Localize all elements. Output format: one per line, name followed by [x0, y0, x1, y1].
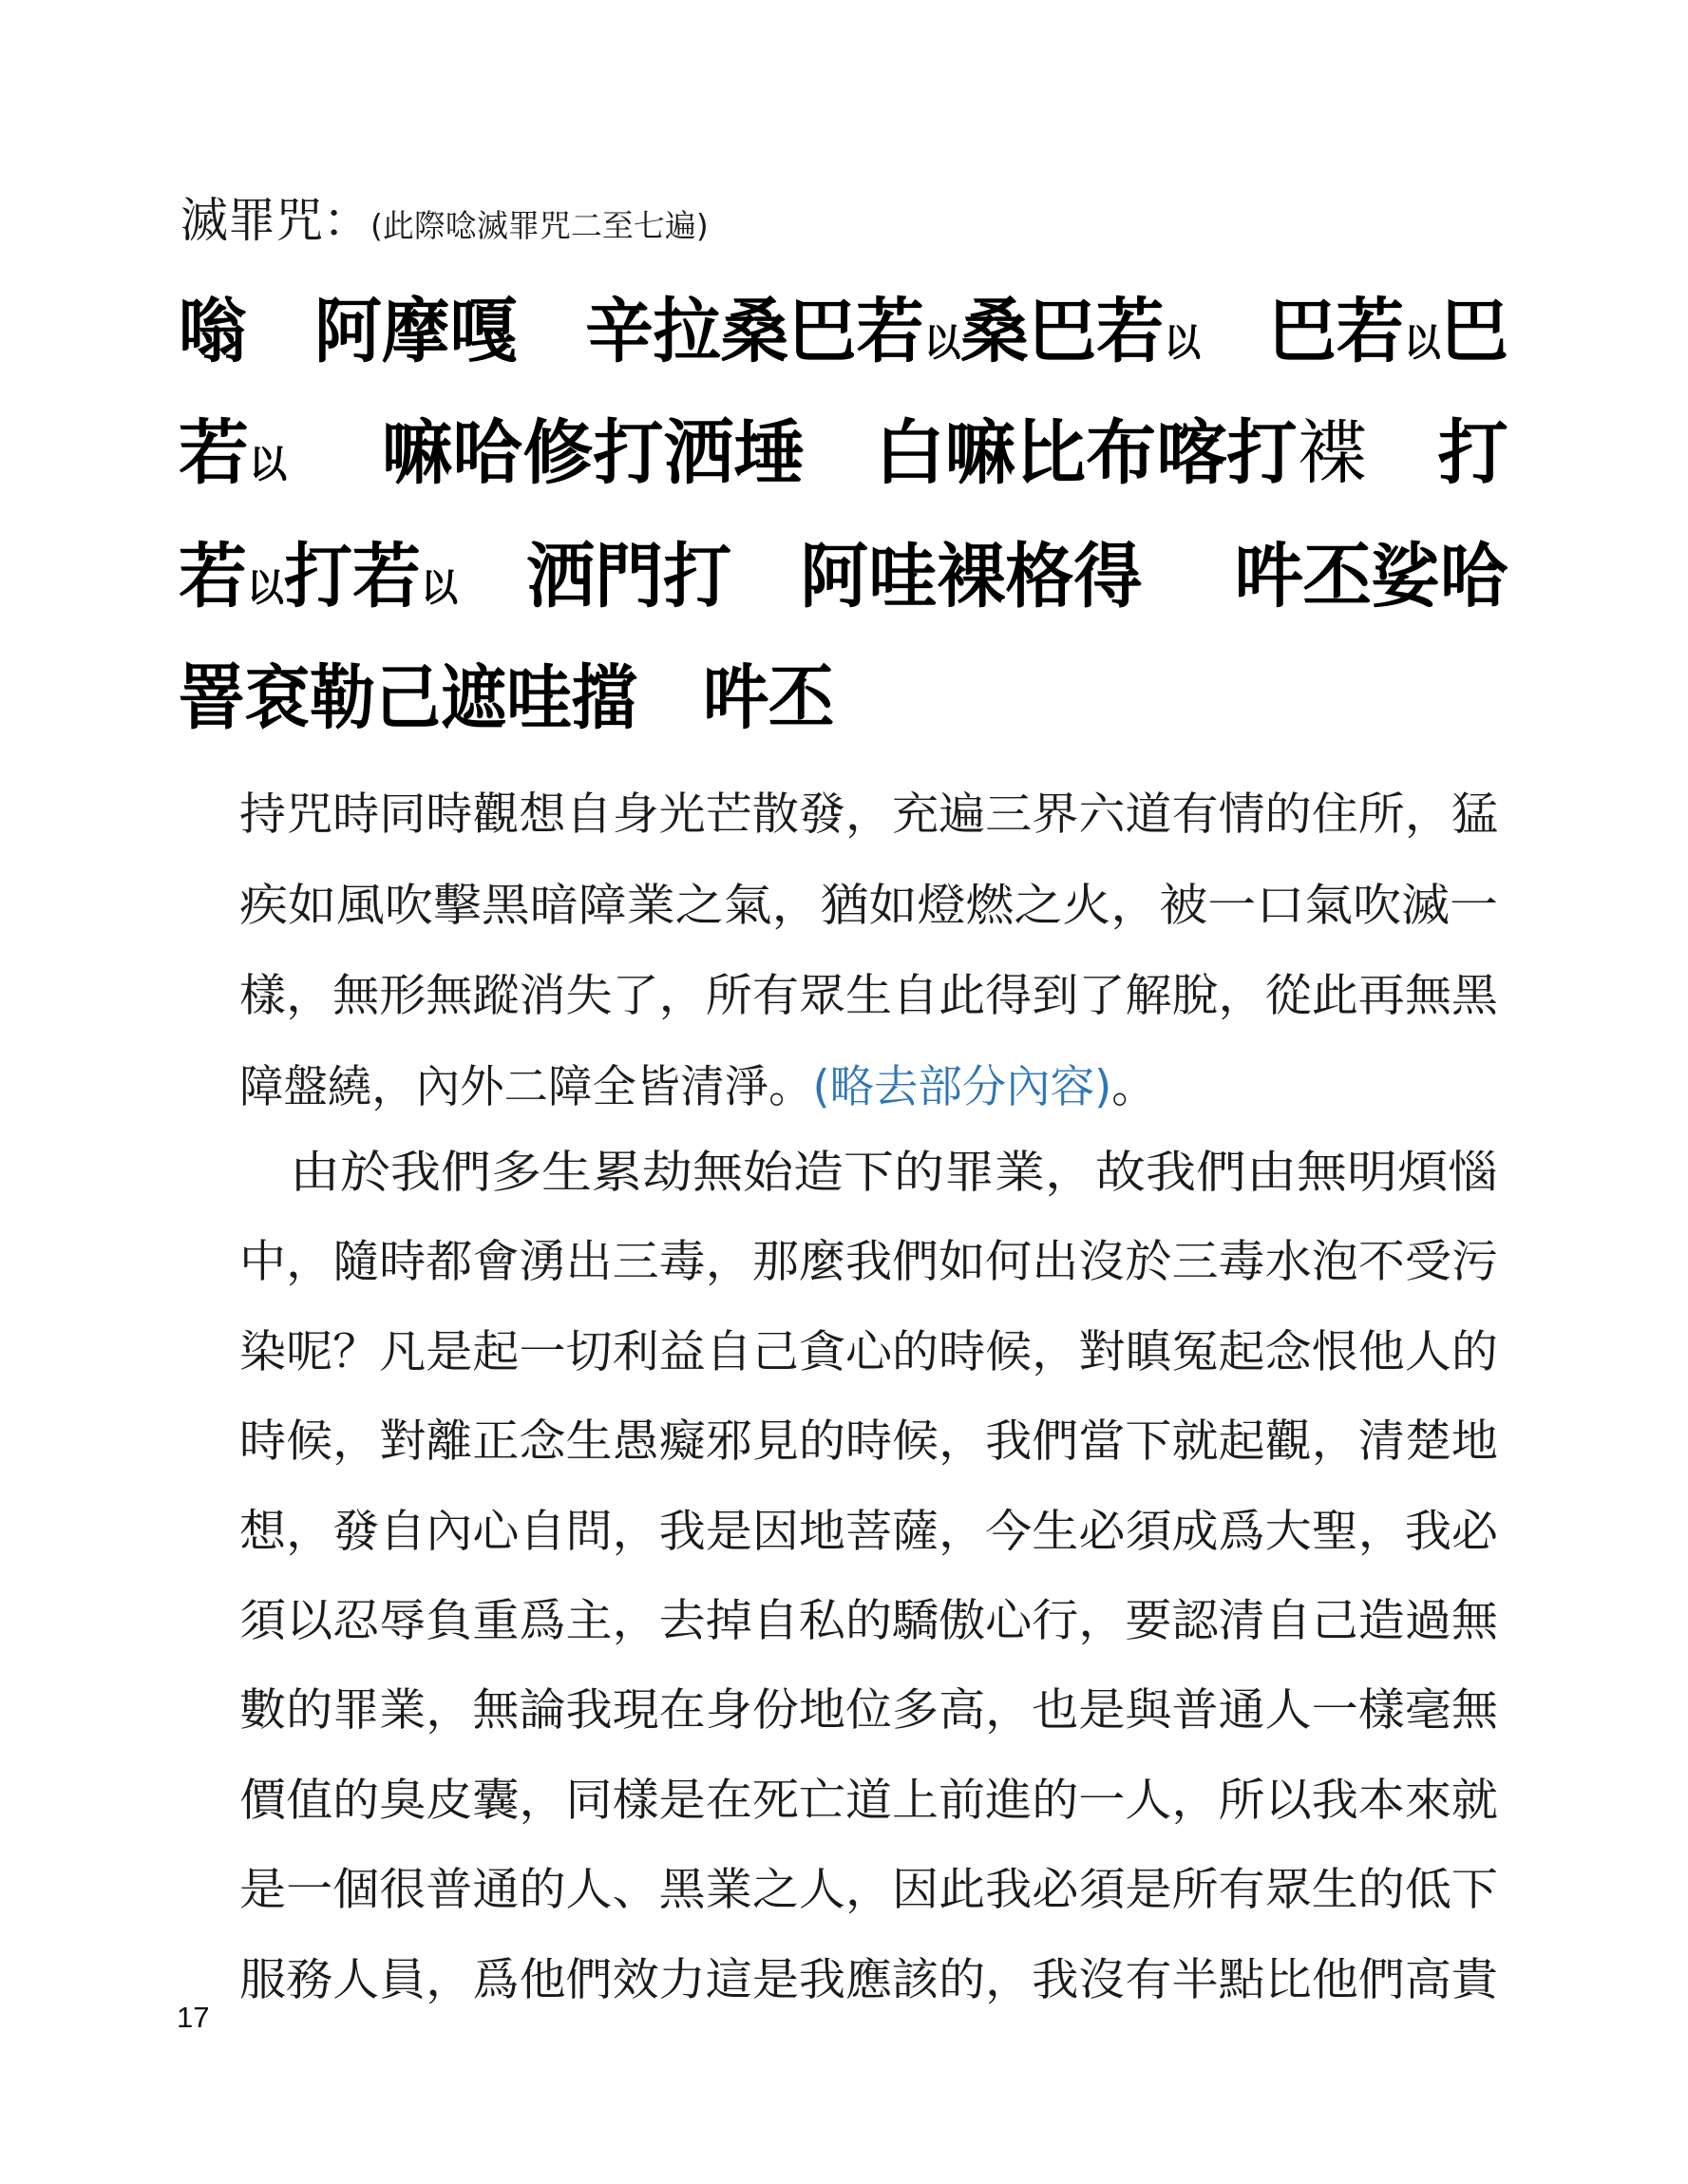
mantra-line — [179, 642, 834, 743]
mantra-segment: 打 — [1367, 412, 1508, 494]
mantra-segment: 若 — [179, 412, 250, 494]
heading-title: 滅罪咒： — [180, 193, 370, 248]
mantra-segment: 巴 — [1440, 291, 1508, 372]
heading-note: (此際唸滅罪咒二至七遍) — [370, 207, 709, 244]
line-text: 障盤繞，內外二障全皆清淨。 — [239, 1060, 813, 1113]
mantra-segment: 罯袞勒己遮哇擋 吽丕 — [179, 657, 834, 739]
section-heading — [180, 182, 709, 251]
page-number: 17 — [177, 2001, 210, 2034]
paragraph-line: 數的罪業，無論我現在身份地位多高，也是與普通人一樣毫無 — [239, 1684, 1498, 1738]
mantra-segment: 洒門打 阿哇裸格得 吽丕娑哈 — [458, 536, 1508, 617]
mantra-segment: 若 — [179, 536, 248, 617]
paragraph-line: 由於我們多生累劫無始造下的罪業，故我們由無明煩惱 — [239, 1147, 1498, 1199]
paragraph-line: 是一個很普通的人、黑業之人，因此我必須是所有眾生的低下 — [239, 1864, 1498, 1917]
mantra-segment: 以 — [421, 565, 459, 610]
line-text: 。 — [1111, 1060, 1156, 1113]
mantra-segment: 以 — [1164, 320, 1202, 365]
mantra-segment: 嘛哈修打洒埵 白嘛比布喀打 — [287, 412, 1298, 494]
mantra-segment: 桑巴若 — [960, 291, 1165, 372]
omitted-content-link[interactable]: (略去部分內容) — [812, 1060, 1112, 1113]
paragraph-line: 時候，對離正念生愚癡邪見的時候，我們當下就起觀，清楚地 — [239, 1415, 1498, 1469]
paragraph-line: 須以忍辱負重爲主，去掉自私的驕傲心行，要認清自己造過無 — [239, 1595, 1498, 1647]
paragraph-line: 服務人員，爲他們效力這是我應該的，我沒有半點比他們高貴 — [239, 1953, 1498, 2006]
paragraph-line: 想，發自內心自問，我是因地菩薩，今生必須成爲大聖，我必 — [239, 1505, 1498, 1558]
paragraph-line: 價值的臭皮囊，同樣是在死亡道上前進的一人，所以我本來就 — [239, 1774, 1498, 1827]
mantra-line — [179, 397, 1508, 498]
mantra-segment: 以 — [1404, 320, 1441, 365]
mantra-segment: 嗡 阿摩嘎 辛拉桑巴若 — [179, 291, 924, 372]
mantra-segment: 以 — [247, 565, 284, 610]
paragraph-line: 樣，無形無蹤消失了，所有眾生自此得到了解脫，從此再無黑 — [239, 970, 1498, 1022]
mantra-segment: 以 — [923, 320, 961, 365]
paragraph-line — [239, 1052, 1156, 1115]
mantra-segment: 打若 — [283, 536, 422, 617]
paragraph-line: 疾如風吹擊黑暗障業之氣，猶如燈燃之火，被一口氣吹滅一 — [239, 879, 1498, 932]
mantra-segment: 褋 — [1297, 412, 1368, 494]
paragraph-line: 中，隨時都會湧出三毒，那麼我們如何出沒於三毒水泡不受污 — [239, 1236, 1498, 1289]
mantra-line — [179, 275, 1508, 376]
mantra-segment: 巴若 — [1201, 291, 1405, 372]
mantra-segment: 以 — [249, 442, 288, 486]
paragraph-line: 染呢？凡是起一切利益自己貪心的時候，對瞋冤起念恨他人的 — [239, 1325, 1498, 1378]
mantra-line — [179, 521, 1508, 621]
paragraph-line: 持咒時同時觀想自身光芒散發，充遍三界六道有情的住所，猛 — [239, 788, 1498, 841]
